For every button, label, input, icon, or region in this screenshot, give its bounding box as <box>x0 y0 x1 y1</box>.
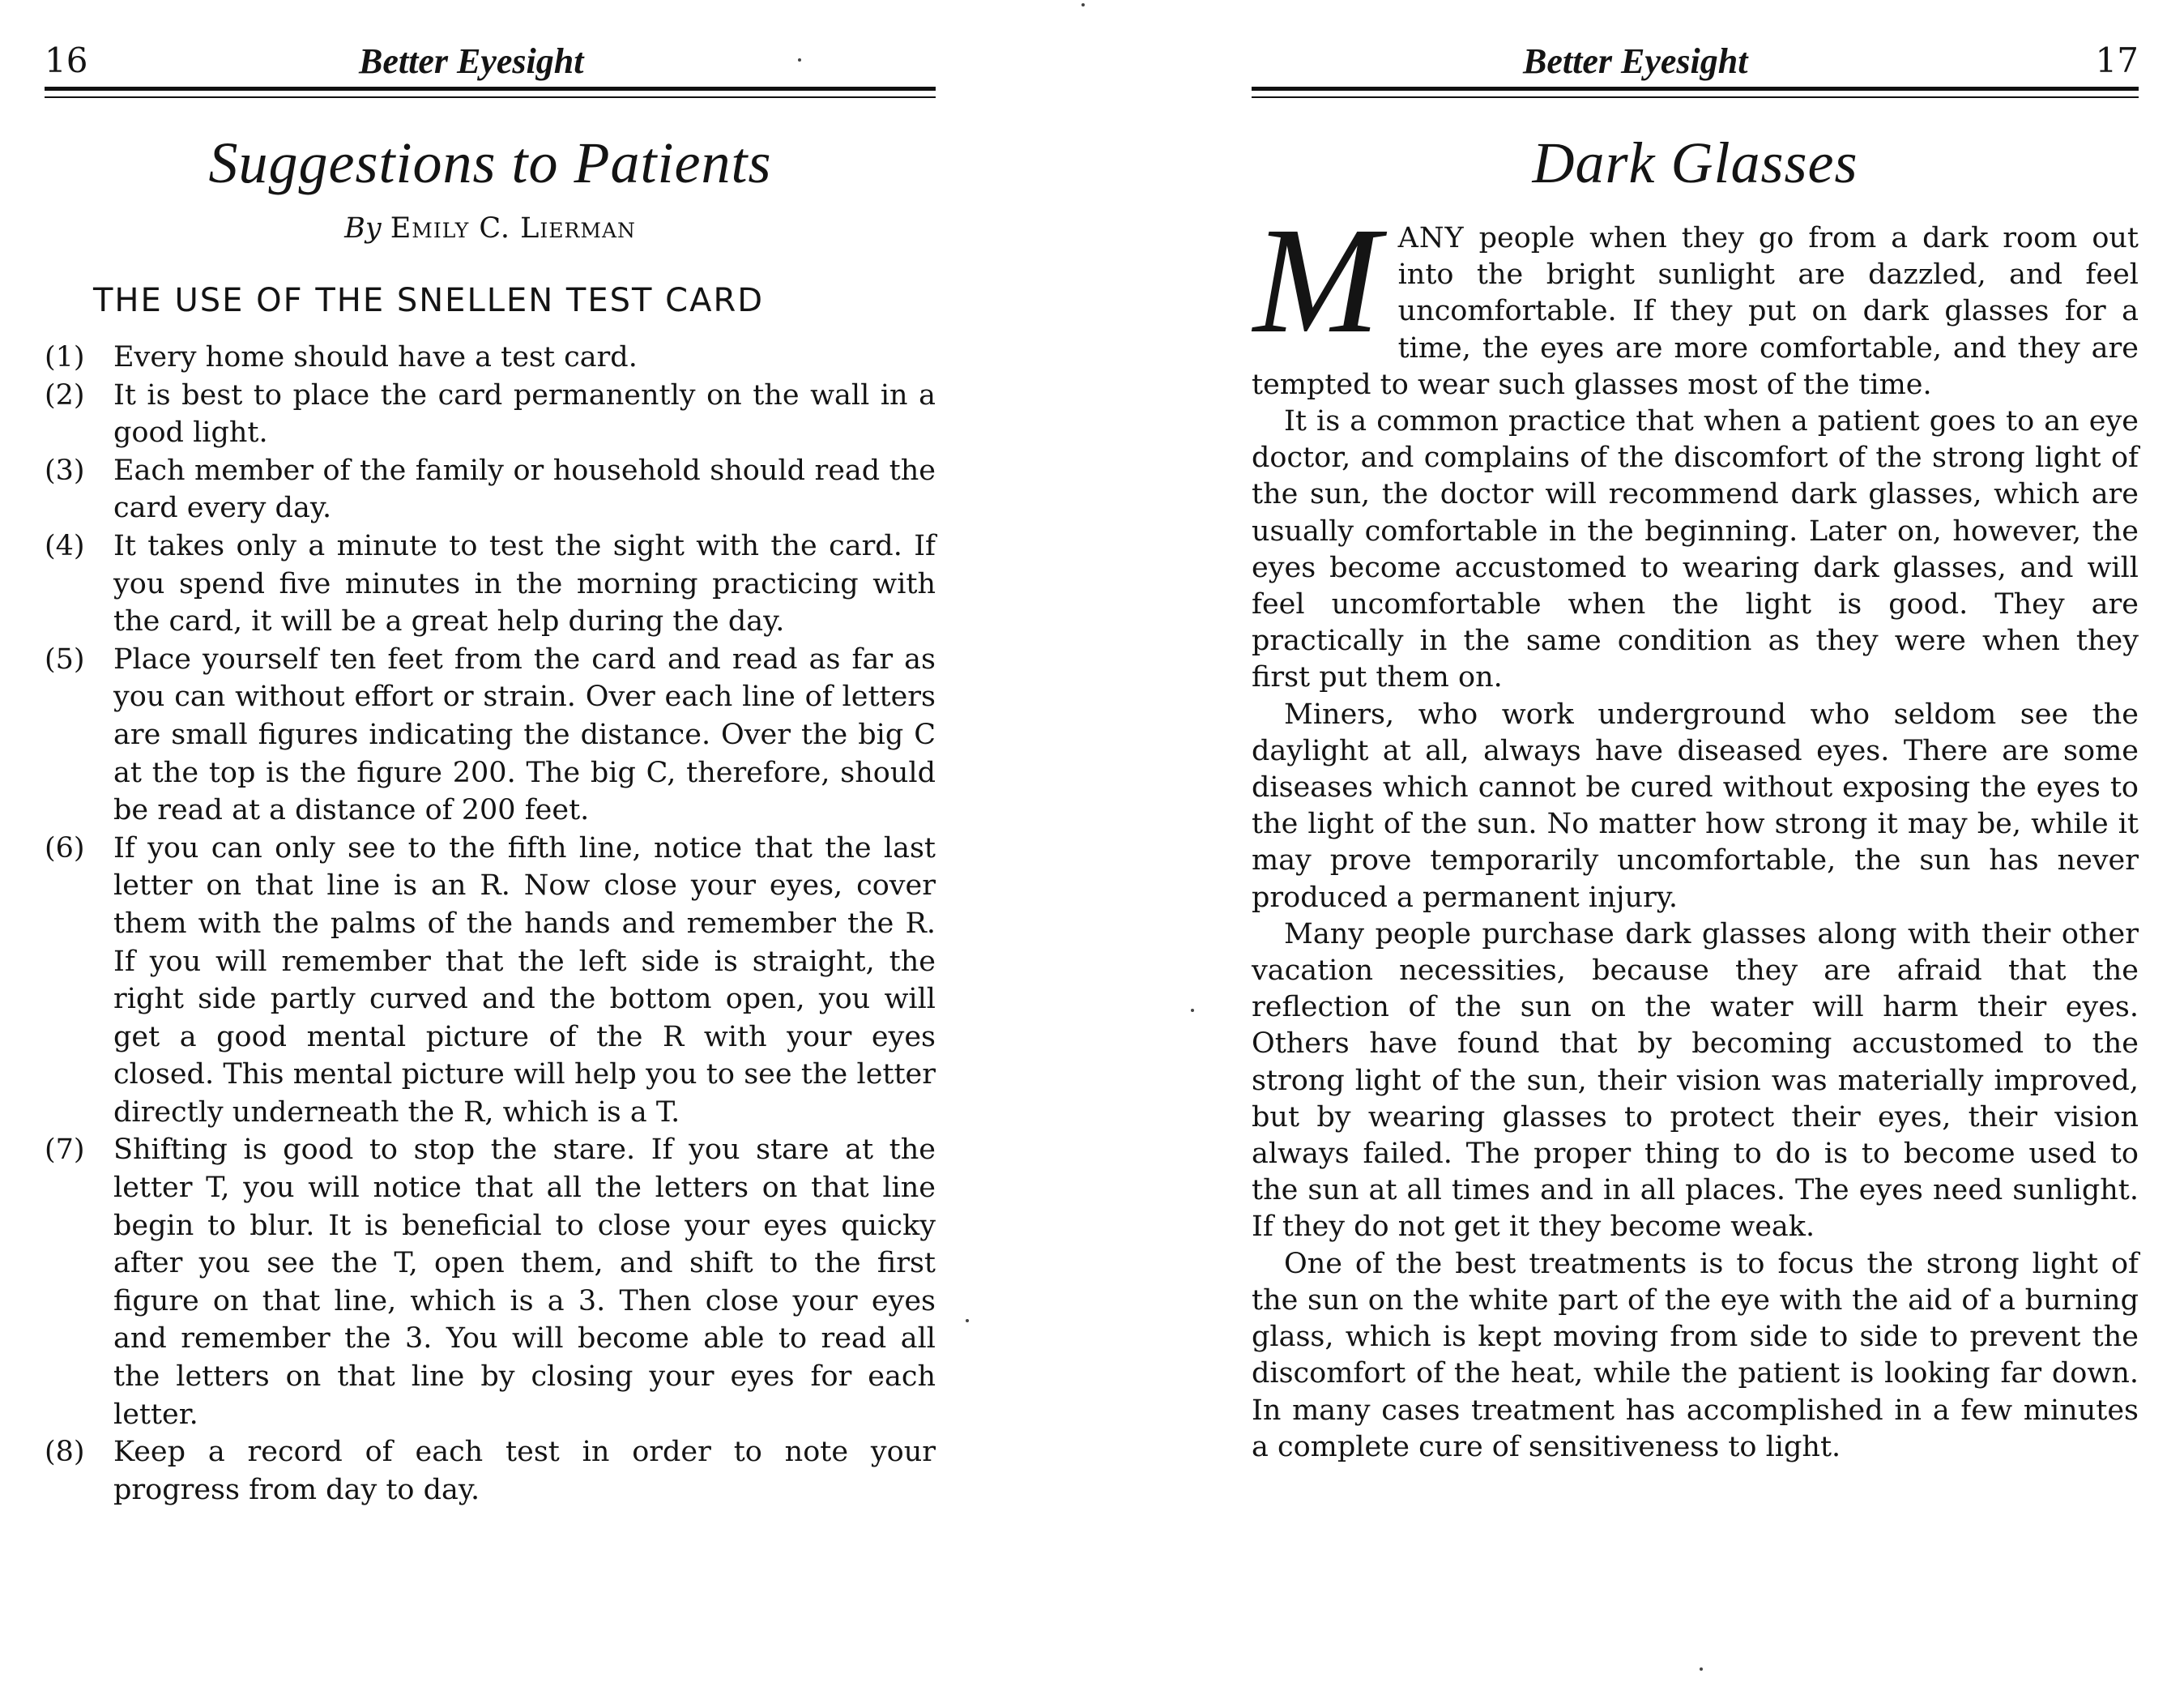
paragraph: It is a common practice that when a patient goes to an eye doctor, and complains of the discomfort of the strong light of the sun, the doctor will recommend dark glasses, which are usually comfortable in the beginning. Later on, however, the eyes become accustomed to wearing dark glasses, and will feel uncomfortable when the light is good. They are practically in the same condition as they were when they first put them on. <box>1252 405 2139 694</box>
byline-author: Emily C. Lierman <box>390 212 636 245</box>
list-item <box>45 339 936 377</box>
header-rule <box>45 87 936 98</box>
list-item <box>45 527 936 641</box>
list-item <box>45 1433 936 1509</box>
list-marker: (4) <box>45 529 85 562</box>
list-item <box>45 641 936 830</box>
list-marker: (5) <box>45 643 85 676</box>
list-item-text: If you can only see to the fifth line, notice that the last letter on that line is an R. Now close your eyes, cover them with the palms of the hands and remember the R. If you will remember that the left side is straight, the right side partly curved and the bottom open, you will get a good mental picture of the R with your eyes closed. This mental picture will help you to see the letter directly underneath the R, which is a T. <box>113 831 936 1129</box>
lead-in: ANY <box>1397 222 1465 254</box>
byline-prefix: By <box>344 212 382 245</box>
list-marker: (7) <box>45 1134 85 1167</box>
list-item-text: Place yourself ten feet from the card and read as far as you can without effort or strain. Over each line of letters are small figures indicating the distance. Over the big C at the top is the figure 200. The big C, therefore, should be read at a distance of 200 feet. <box>113 643 936 827</box>
paragraph-text: people when they go from a dark room out into the bright sunlight are dazzled, and feel uncomfortable. If they put on dark glasses for a time, the eyes are more comfortable, and they are tempted to wear such glasses most of the time. <box>1252 222 2139 401</box>
page-number: 17 <box>2095 41 2139 80</box>
list-item-text: Keep a record of each test in order to note your progress from day to day. <box>113 1436 936 1506</box>
list-marker: (8) <box>45 1436 85 1469</box>
numbered-list <box>45 339 936 1509</box>
byline <box>45 212 936 245</box>
list-item <box>45 377 936 452</box>
drop-cap: M <box>1253 195 1380 365</box>
list-marker: (2) <box>45 378 85 412</box>
list-item-text: Every home should have a test card. <box>113 341 638 374</box>
page-number: 16 <box>45 41 88 80</box>
journal-title: Better Eyesight <box>359 41 584 81</box>
paragraph: Miners, who work underground who seldom see the daylight at all, always have diseased eyes. There are some diseases which cannot be cured without exposing the eyes to the light of the sun. No matter how strong it may be, while it may prove temporarily uncomfortable, the sun has never produced a permanent injury. <box>1252 698 2139 914</box>
left-page <box>45 0 936 1695</box>
section-heading: THE USE OF THE SNELLEN TEST CARD <box>93 282 765 319</box>
scan-speck <box>966 1319 969 1322</box>
header-rule <box>1252 87 2139 98</box>
running-head <box>1252 34 2139 83</box>
journal-title: Better Eyesight <box>1523 41 1748 81</box>
list-item-text: Shifting is good to stop the stare. If you stare at the letter T, you will notice that all the letters on that line begin to blur. It is beneficial to close your eyes quicky after you see the T, open them, and shift to the first figure on that line, which is a 3. Then close your eyes and remember the 3. You will become able to read all the letters on that line by closing your eyes for each letter. <box>113 1134 936 1431</box>
list-marker: (3) <box>45 454 85 487</box>
list-item <box>45 452 936 527</box>
article-title: Suggestions to Patients <box>208 130 772 195</box>
running-head <box>45 34 936 83</box>
scan-speck <box>1191 1009 1194 1012</box>
scan-speck <box>798 58 801 62</box>
list-item-text: Each member of the family or household should read the card every day. <box>113 454 936 525</box>
list-item-text: It is best to place the card permanently on the wall in a good light. <box>113 378 936 450</box>
scan-speck <box>1081 3 1085 6</box>
list-item-text: It takes only a minute to test the sight with the card. If you spend five minutes in the morning practicing with the card, it will be a great help during the day. <box>113 529 936 638</box>
list-item <box>45 830 936 1132</box>
article-title: Dark Glasses <box>1532 130 1858 195</box>
list-marker: (6) <box>45 831 85 865</box>
list-item <box>45 1131 936 1433</box>
paragraph: One of the best treatments is to focus the strong light of the sun on the white part of the eye with the aid of a burning glass, which is kept moving from side to side to prevent the discomfort of the heat, while the patient is looking far down. In many cases treatment has accomplished in a few minutes a complete cure of sensitiveness to light. <box>1252 1247 2139 1463</box>
paragraph: Many people purchase dark glasses along with their other vacation necessities, because they are afraid that the reflection of the sun on the water will harm their eyes. Others have found that by becoming accustomed to the strong light of the sun, their vision was materially improved, but by wearing glasses to protect their eyes, their vision always failed. The proper thing to do is to become used to the sun at all times and in all places. The eyes need sunlight. If they do not get it they become weak. <box>1252 917 2139 1244</box>
list-marker: (1) <box>45 341 85 374</box>
right-page <box>1252 0 2139 1695</box>
scan-speck <box>1700 1667 1703 1671</box>
paragraph <box>1252 195 2139 403</box>
article-body <box>1252 195 2139 1466</box>
